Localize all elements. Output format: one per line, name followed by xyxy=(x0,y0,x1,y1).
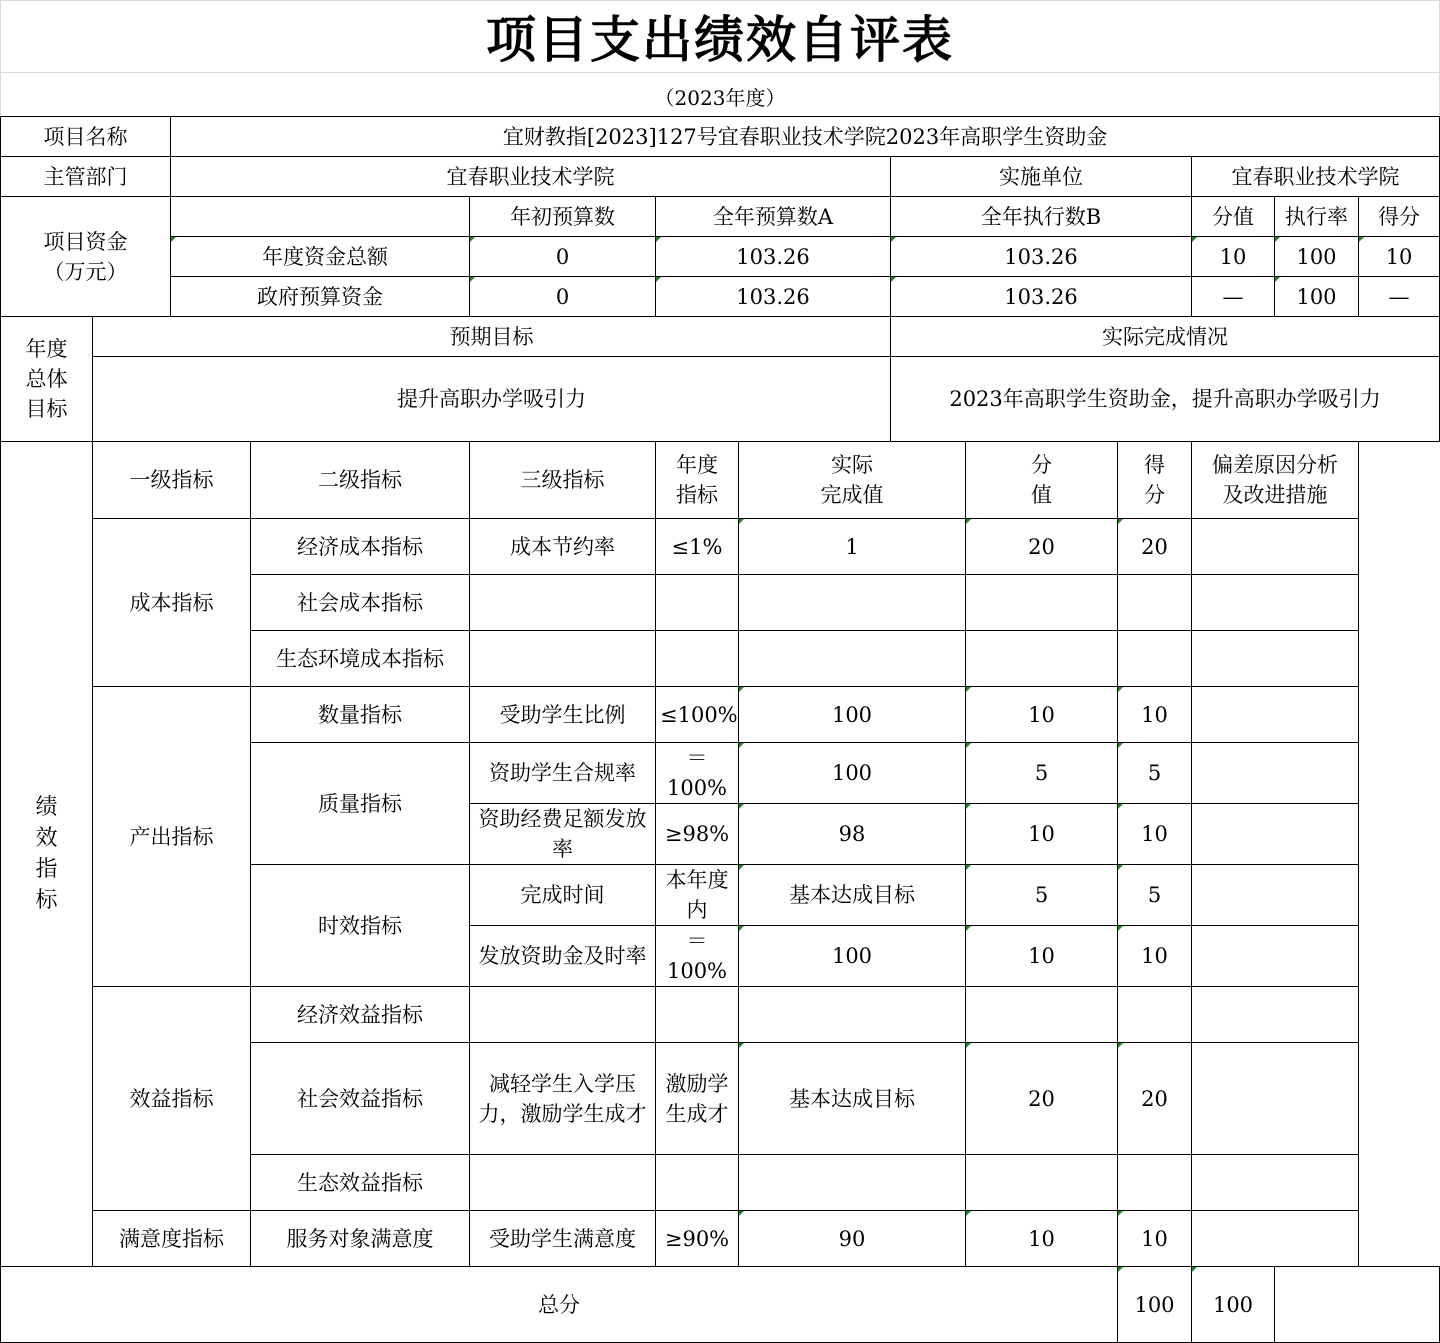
note-cell xyxy=(1192,1043,1359,1155)
row-indicator-header xyxy=(1,442,1440,519)
l2-cell: 时效指标 xyxy=(251,865,470,987)
l3-cell: 完成时间 xyxy=(470,865,656,926)
got-cell: 5 xyxy=(1118,865,1192,926)
funds-header-initial: 年初预算数 xyxy=(470,197,656,237)
row-goal-content xyxy=(1,357,1440,442)
ih-actual-text: 实际 完成值 xyxy=(820,453,884,507)
l2-cell: 质量指标 xyxy=(251,743,470,865)
ih-level2: 二级指标 xyxy=(251,442,470,519)
row-funds-header xyxy=(1,197,1440,237)
got-cell: 10 xyxy=(1118,926,1192,987)
target-cell: ≤1% xyxy=(656,519,739,575)
l3-cell: 资助经费足额发放率 xyxy=(470,804,656,865)
l2-cell: 经济成本指标 xyxy=(251,519,470,575)
actual-cell: 100 xyxy=(739,743,966,804)
got-cell xyxy=(1118,987,1192,1043)
funds-gov-initial: 0 xyxy=(470,277,656,317)
actual-cell: 100 xyxy=(739,687,966,743)
l2-cell: 服务对象满意度 xyxy=(251,1211,470,1267)
l3-cell: 受助学生满意度 xyxy=(470,1211,656,1267)
ih-score-text: 分 值 xyxy=(1031,453,1052,507)
row-funds-gov xyxy=(1,277,1440,317)
got-cell: 20 xyxy=(1118,1043,1192,1155)
target-cell xyxy=(656,575,739,631)
ih-got xyxy=(1118,442,1192,519)
goal-actual: 2023年高职学生资助金，提升高职办学吸引力 xyxy=(891,357,1440,442)
target-cell xyxy=(656,1155,739,1211)
funds-label-text: 项目资金 （万元） xyxy=(43,229,128,284)
got-cell: 10 xyxy=(1118,687,1192,743)
note-cell xyxy=(1192,575,1359,631)
note-cell xyxy=(1192,926,1359,987)
goal-expected: 提升高职办学吸引力 xyxy=(93,357,891,442)
note-cell xyxy=(1192,687,1359,743)
target-cell xyxy=(656,987,739,1043)
ih-target xyxy=(656,442,739,519)
note-cell xyxy=(1192,804,1359,865)
funds-header-annual: 全年预算数A xyxy=(656,197,891,237)
note-cell xyxy=(1192,987,1359,1043)
funds-header-got: 得分 xyxy=(1359,197,1440,237)
target-cell: ＝100% xyxy=(656,743,739,804)
funds-header-score: 分值 xyxy=(1192,197,1275,237)
impl-label: 实施单位 xyxy=(891,157,1192,197)
note-cell xyxy=(1192,743,1359,804)
target-cell: ≤100% xyxy=(656,687,739,743)
goal-expected-header: 预期目标 xyxy=(93,317,891,357)
table-row xyxy=(1,519,1440,575)
l3-cell: 发放资助金及时率 xyxy=(470,926,656,987)
score-cell xyxy=(966,1155,1118,1211)
ih-level1: 一级指标 xyxy=(93,442,251,519)
row-project-name xyxy=(1,117,1440,157)
funds-gov-annual: 103.26 xyxy=(656,277,891,317)
ih-score xyxy=(966,442,1118,519)
score-cell xyxy=(966,987,1118,1043)
table-row xyxy=(1,687,1440,743)
ih-actual xyxy=(739,442,966,519)
actual-cell: 90 xyxy=(739,1211,966,1267)
funds-header-executed: 全年执行数B xyxy=(891,197,1192,237)
got-cell xyxy=(1118,631,1192,687)
actual-cell: 1 xyxy=(739,519,966,575)
row-department xyxy=(1,157,1440,197)
actual-cell: 98 xyxy=(739,804,966,865)
page-title: 项目支出绩效自评表 xyxy=(486,11,954,69)
score-cell: 10 xyxy=(966,687,1118,743)
funds-total-initial: 0 xyxy=(470,237,656,277)
target-cell xyxy=(656,631,739,687)
l3-cell: 资助学生合规率 xyxy=(470,743,656,804)
indicator-section-label xyxy=(1,442,93,1267)
funds-label xyxy=(1,197,171,317)
table-row xyxy=(1,1211,1440,1267)
note-cell xyxy=(1192,865,1359,926)
score-cell: 5 xyxy=(966,743,1118,804)
row-total xyxy=(1,1267,1440,1343)
got-cell: 10 xyxy=(1118,1211,1192,1267)
note-cell xyxy=(1192,631,1359,687)
funds-gov-executed: 103.26 xyxy=(891,277,1192,317)
score-cell xyxy=(966,575,1118,631)
total-got: 100 xyxy=(1192,1267,1275,1343)
actual-cell xyxy=(739,575,966,631)
l2-cell: 数量指标 xyxy=(251,687,470,743)
note-cell xyxy=(1192,1155,1359,1211)
table-row xyxy=(1,987,1440,1043)
target-cell: ≥98% xyxy=(656,804,739,865)
total-note xyxy=(1275,1267,1440,1343)
got-cell: 20 xyxy=(1118,519,1192,575)
total-label: 总分 xyxy=(1,1267,1118,1343)
got-cell: 5 xyxy=(1118,743,1192,804)
funds-total-got: 10 xyxy=(1359,237,1440,277)
actual-cell: 基本达成目标 xyxy=(739,865,966,926)
goal-label xyxy=(1,317,93,442)
actual-cell: 基本达成目标 xyxy=(739,1043,966,1155)
got-cell: 10 xyxy=(1118,804,1192,865)
l1-satisfaction: 满意度指标 xyxy=(93,1211,251,1267)
ih-level3: 三级指标 xyxy=(470,442,656,519)
funds-gov-rate: 100 xyxy=(1275,277,1359,317)
funds-gov-got: — xyxy=(1359,277,1440,317)
target-cell: ≥90% xyxy=(656,1211,739,1267)
actual-cell xyxy=(739,1155,966,1211)
row-funds-total xyxy=(1,237,1440,277)
funds-header-blank xyxy=(171,197,470,237)
score-cell: 10 xyxy=(966,926,1118,987)
funds-total-label: 年度资金总额 xyxy=(171,237,470,277)
report-year: （2023年度） xyxy=(654,85,786,110)
l3-cell: 成本节约率 xyxy=(470,519,656,575)
dept-label: 主管部门 xyxy=(1,157,171,197)
l2-cell: 生态环境成本指标 xyxy=(251,631,470,687)
score-cell: 20 xyxy=(966,1043,1118,1155)
l3-cell xyxy=(470,987,656,1043)
goal-actual-header: 实际完成情况 xyxy=(891,317,1440,357)
l1-benefit: 效益指标 xyxy=(93,987,251,1211)
got-cell xyxy=(1118,575,1192,631)
got-cell xyxy=(1118,1155,1192,1211)
ih-got-text: 得 分 xyxy=(1144,453,1165,507)
ih-note-text: 偏差原因分析 及改进措施 xyxy=(1212,453,1338,507)
actual-cell xyxy=(739,987,966,1043)
l3-cell xyxy=(470,575,656,631)
actual-cell xyxy=(739,631,966,687)
score-cell: 10 xyxy=(966,1211,1118,1267)
l2-cell: 社会效益指标 xyxy=(251,1043,470,1155)
funds-header-rate: 执行率 xyxy=(1275,197,1359,237)
target-cell: 本年度内 xyxy=(656,865,739,926)
l3-cell xyxy=(470,631,656,687)
dept-value: 宜春职业技术学院 xyxy=(171,157,891,197)
target-cell: 激励学生成才 xyxy=(656,1043,739,1155)
indicator-section-text: 绩 效 指 标 xyxy=(35,795,58,913)
ih-target-text: 年度 指标 xyxy=(676,453,718,507)
ih-note xyxy=(1192,442,1359,519)
goal-label-text: 年度 总体 目标 xyxy=(25,337,68,421)
score-cell xyxy=(966,631,1118,687)
actual-cell: 100 xyxy=(739,926,966,987)
l1-output: 产出指标 xyxy=(93,687,251,987)
funds-total-annual: 103.26 xyxy=(656,237,891,277)
funds-gov-label: 政府预算资金 xyxy=(171,277,470,317)
l3-cell: 减轻学生入学压力，激励学生成才 xyxy=(470,1043,656,1155)
note-cell xyxy=(1192,1211,1359,1267)
funds-gov-score: — xyxy=(1192,277,1275,317)
project-name-label: 项目名称 xyxy=(1,117,171,157)
note-cell xyxy=(1192,519,1359,575)
l3-cell: 受助学生比例 xyxy=(470,687,656,743)
score-cell: 5 xyxy=(966,865,1118,926)
target-cell: ＝100% xyxy=(656,926,739,987)
total-score: 100 xyxy=(1118,1267,1192,1343)
row-goal-header xyxy=(1,317,1440,357)
funds-total-executed: 103.26 xyxy=(891,237,1192,277)
l2-cell: 经济效益指标 xyxy=(251,987,470,1043)
l2-cell: 社会成本指标 xyxy=(251,575,470,631)
project-name-value: 宜财教指[2023]127号宜春职业技术学院2023年高职学生资助金 xyxy=(171,117,1440,157)
impl-value: 宜春职业技术学院 xyxy=(1192,157,1440,197)
score-cell: 10 xyxy=(966,804,1118,865)
self-evaluation-table xyxy=(0,116,1440,1343)
funds-total-score: 10 xyxy=(1192,237,1275,277)
funds-total-rate: 100 xyxy=(1275,237,1359,277)
score-cell: 20 xyxy=(966,519,1118,575)
l1-cost: 成本指标 xyxy=(93,519,251,687)
l3-cell xyxy=(470,1155,656,1211)
l2-cell: 生态效益指标 xyxy=(251,1155,470,1211)
